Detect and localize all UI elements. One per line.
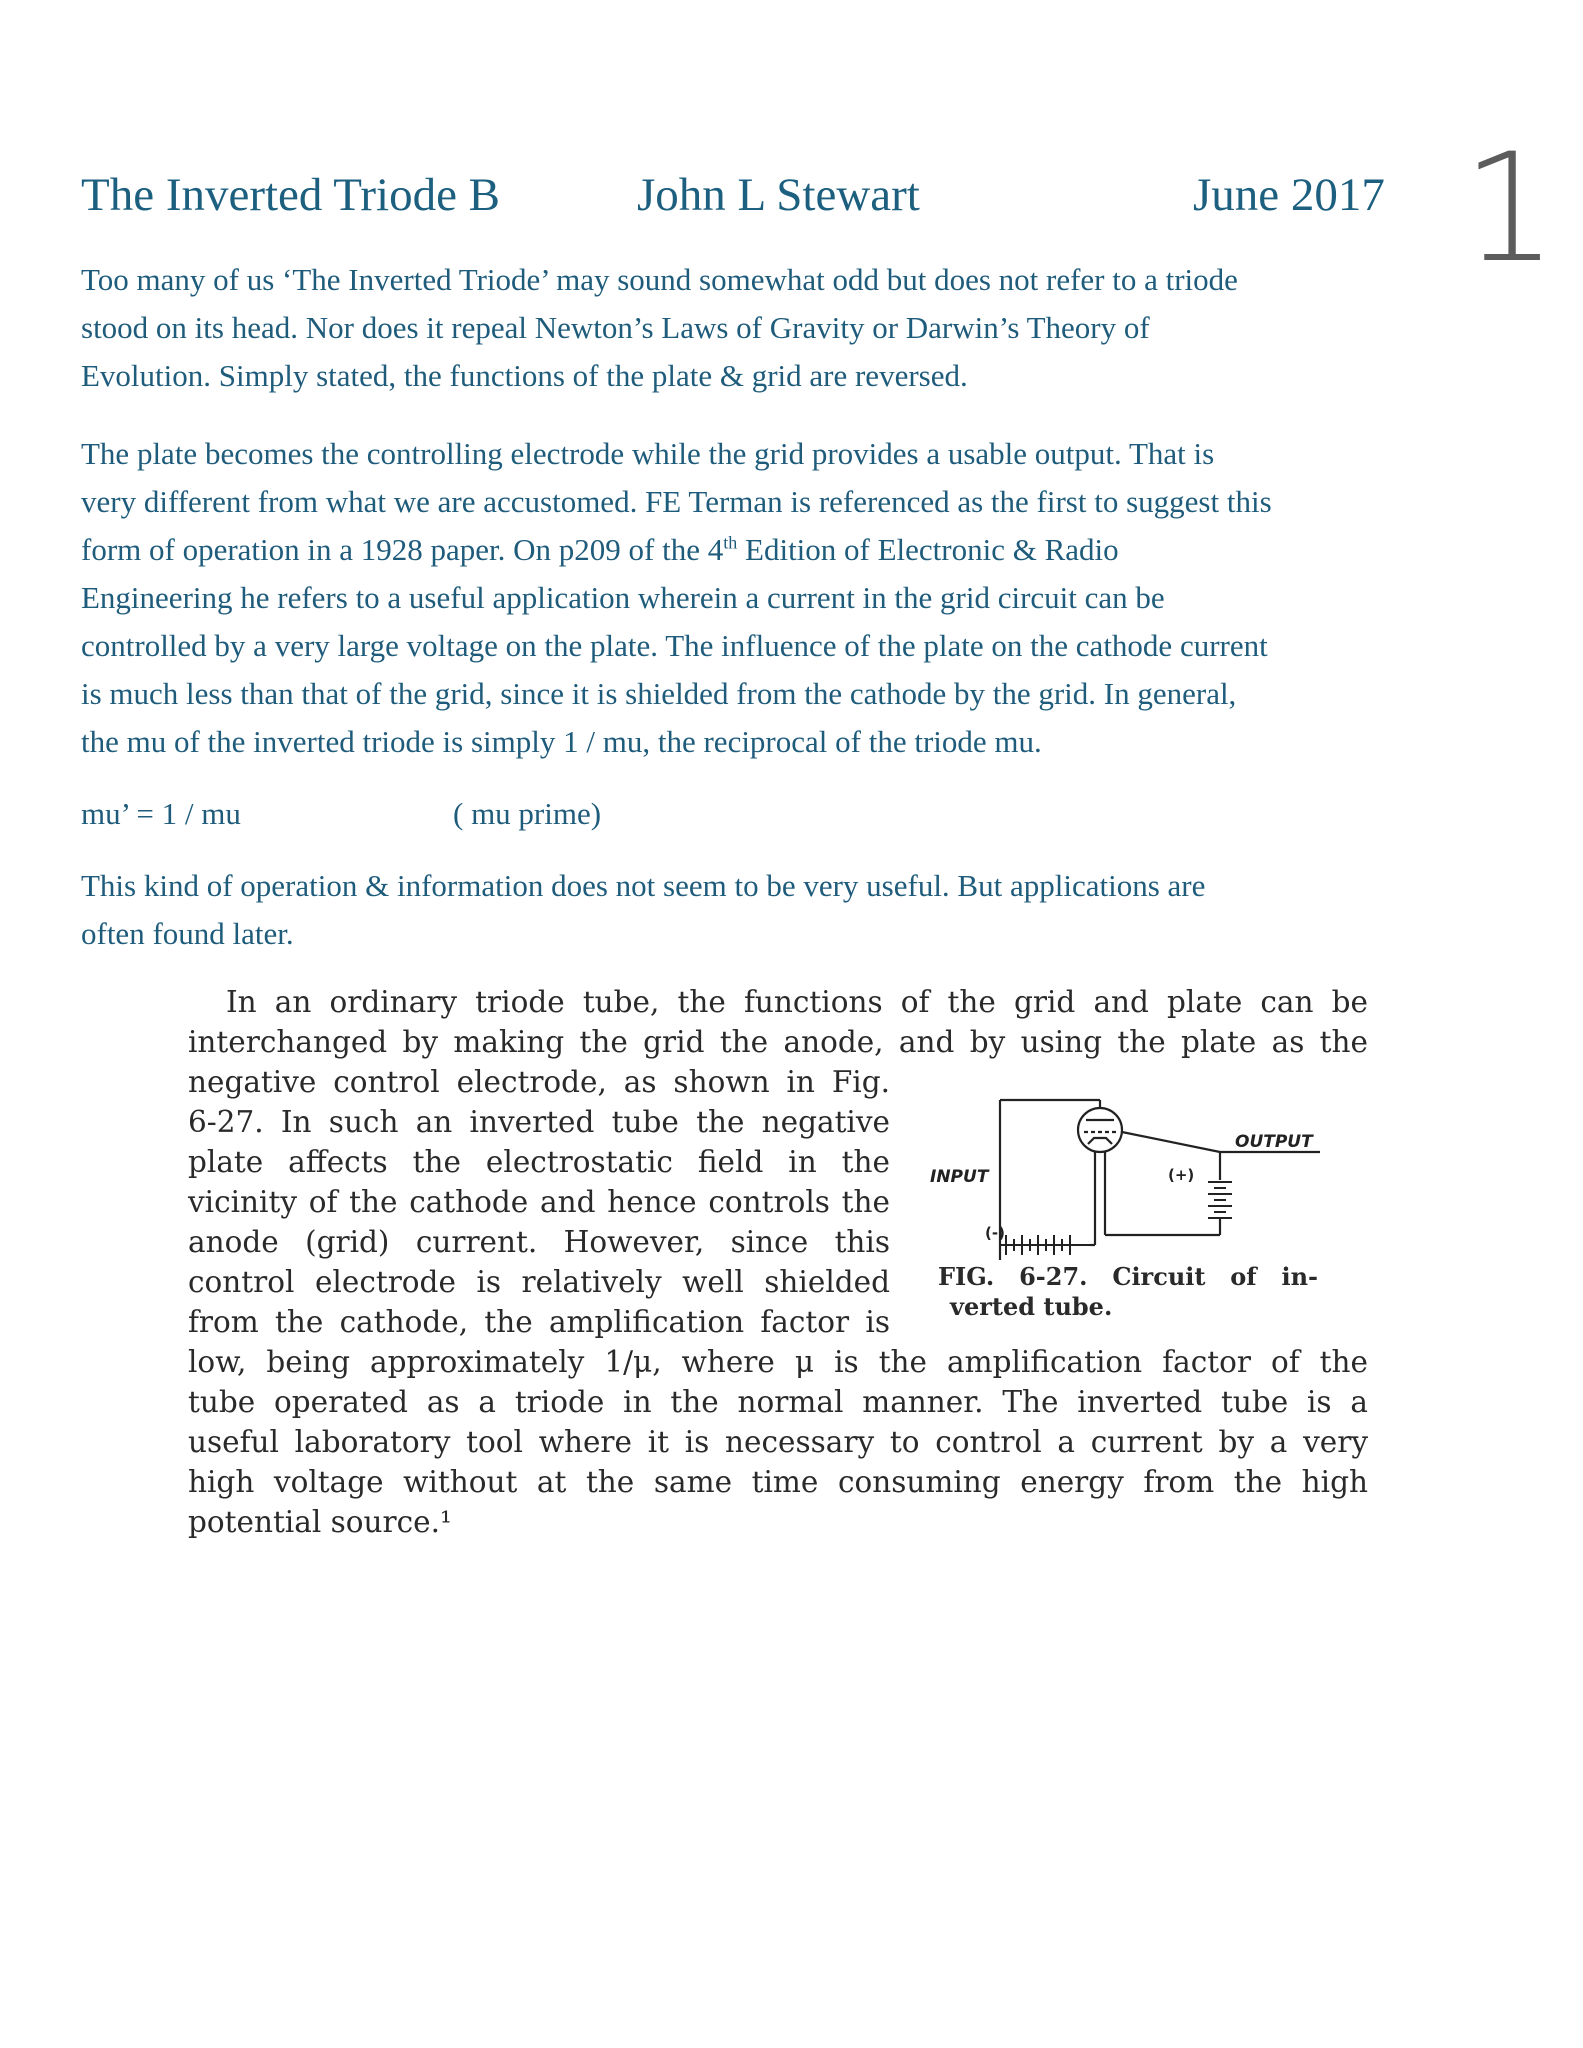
output-battery-symbol (1208, 1182, 1232, 1218)
excerpt-line: potential source.¹ (188, 1505, 452, 1539)
output-label: OUTPUT (1235, 1132, 1313, 1152)
minus-terminal-label: (-) (985, 1224, 1005, 1242)
paragraph-line: The plate becomes the controlling electrode while the grid provides a usable output. That is (81, 436, 1215, 471)
excerpt-line: useful laboratory tool where it is necessary to control a current by a very (188, 1425, 1368, 1459)
excerpt-line: In an ordinary triode tube, the functions of the grid and plate can be (226, 985, 1368, 1019)
paragraph-line: This kind of operation & information does not seem to be very useful. But applications are (81, 868, 1206, 903)
excerpt-line: plate affects the electrostatic field in the (188, 1145, 890, 1179)
caption-line: FIG. 6-27. Circuit of in- (938, 1262, 1318, 1291)
circuit-wire (1122, 1132, 1220, 1152)
excerpt-line: negative control electrode, as shown in Fig. (188, 1065, 890, 1099)
paragraph-line: Engineering he refers to a useful application wherein a current in the grid circuit can be (81, 580, 1165, 615)
paragraph-line: the mu of the inverted triode is simply 1 / mu, the reciprocal of the triode mu. (81, 724, 1042, 759)
paragraph-terman (81, 430, 1481, 766)
input-label: INPUT (930, 1167, 989, 1187)
paragraph-line (81, 526, 1481, 574)
superscript: th (723, 532, 738, 553)
excerpt-left-column (188, 1062, 890, 1342)
excerpt-line: interchanged by making the grid the anode, and by using the plate as the (188, 1025, 1368, 1059)
excerpt-line: vicinity of the cathode and hence controls the (188, 1185, 890, 1219)
paragraph-line: Evolution. Simply stated, the functions of the plate & grid are reversed. (81, 358, 968, 393)
paragraph-line: is much less than that of the grid, since it is shielded from the cathode by the grid. In general, (81, 676, 1237, 711)
paragraph-line: controlled by a very large voltage on the plate. The influence of the plate on the cathode current (81, 628, 1268, 663)
paragraph-intro (81, 256, 1481, 400)
excerpt-line: 6-27. In such an inverted tube the negative (188, 1105, 890, 1139)
formula-expression: mu’ = 1 / mu (81, 796, 241, 831)
excerpt-line: control electrode is relatively well shielded (188, 1265, 890, 1299)
formula-line (81, 790, 1481, 838)
paragraph-usefulness (81, 862, 1481, 958)
excerpt-line: from the cathode, the amplification factor is (188, 1305, 890, 1339)
caption-line: verted tube. (950, 1292, 1113, 1321)
paragraph-line: often found later. (81, 916, 294, 951)
document-author: John L Stewart (637, 169, 920, 221)
paragraph-line: very different from what we are accustomed. FE Terman is referenced as the first to suggest this (81, 484, 1272, 519)
text-run: form of operation in a 1928 paper. On p209 of the 4 (81, 532, 724, 567)
plate-battery-symbol (1000, 1235, 1090, 1255)
document-date: June 2017 (1193, 169, 1385, 221)
paragraph-line: stood on its head. Nor does it repeal Newton’s Laws of Gravity or Darwin’s Theory of (81, 310, 1150, 345)
excerpt-line: anode (grid) current. However, since this (188, 1225, 890, 1259)
document-title: The Inverted Triode B (81, 169, 501, 221)
excerpt-line: low, being approximately 1/μ, where μ is the amplification factor of the (188, 1345, 1368, 1379)
page-number: 1 (1462, 122, 1558, 296)
excerpt-line: high voltage without at the same time consuming energy from the high (188, 1465, 1368, 1499)
excerpt-line: tube operated as a triode in the normal manner. The inverted tube is a (188, 1385, 1368, 1419)
paragraph-line: Too many of us ‘The Inverted Triode’ may sound somewhat odd but does not refer to a triode (81, 262, 1238, 297)
formula-note: ( mu prime) (453, 796, 602, 831)
triode-tube-symbol (1078, 1108, 1122, 1152)
figure-caption (938, 1262, 1318, 1322)
page-header (81, 168, 1411, 228)
plus-terminal-label: (+) (1168, 1166, 1195, 1184)
text-run: Edition of Electronic & Radio (737, 532, 1119, 567)
tube-cathode (1088, 1138, 1112, 1144)
